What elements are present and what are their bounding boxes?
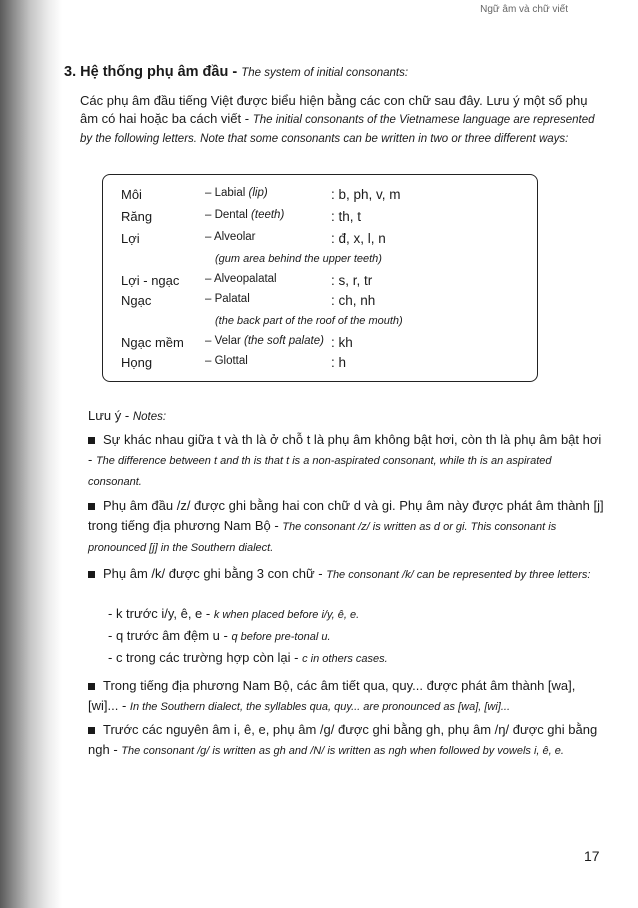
intro-vn: Các phụ âm đầu tiếng Việt được biểu hiện bằng các con chữ sau đây. Lưu ý một số phụ âm có hai hoặc ba cách viết (80, 93, 588, 126)
note-item: Trước các nguyên âm i, ê, e, phụ âm /g/ được ghi bằng gh, phụ âm /ŋ/ được ghi bằng ngh - The consonant /g/ is written as gh and /N/ is written as ngh when followed by vowels i, ê, e. (88, 722, 598, 757)
bullet-square-icon (88, 683, 95, 690)
section-title: 3. Hệ thống phụ âm đầu - The system of initial consonants: (64, 64, 409, 80)
k-rule-item: - c trong các trường hợp còn lại - c in others cases. (108, 650, 388, 665)
section-number: 3. (64, 64, 77, 80)
book-binding-shadow (0, 0, 62, 908)
running-header: Ngữ âm và chữ viết (480, 4, 568, 15)
intro-paragraph: Các phụ âm đầu tiếng Việt được biểu hiện bằng các con chữ sau đây. Lưu ý một số phụ âm có hai hoặc ba cách viết - The initial consonants of the Vietnamese language are represented by the following letters. Note that some consonants can be written in two or three different ways: (80, 93, 595, 145)
intro-en: The initial consonants of the Vietnamese language are represented by the following letters. Note that some consonants can be written in two or three different ways: (80, 114, 595, 145)
note-item: Trong tiếng địa phương Nam Bộ, các âm tiết qua, quy... được phát âm thành [wa], [wi]... - In the Southern dialect, the syllables qua, quy... are pronounced as [wa], [wi]... (88, 678, 576, 713)
section-title-vn: Hệ thống phụ âm đầu (80, 64, 229, 80)
consonant-table: Môi – Labial (lip) : b, ph, v, m Răng – Dental (teeth) : th, t Lợi – Alveolar : đ, x, l, n (gum area behind the upper teeth) Lợi - ngạc – Alveopalatal : s, r, tr Ngạc – Palatal : ch, nh (the back part of the roof of the mouth) Ngạc mềm – Velar (the soft palate) : kh Họng – Glottal : h (102, 174, 538, 382)
bullet-square-icon (88, 437, 95, 444)
note-item: Phụ âm đầu /z/ được ghi bằng hai con chữ d và gi. Phụ âm này được phát âm thành [j] trong tiếng địa phương Nam Bộ - The consonant /z/ is written as d or gi. This consonant is pronounced [j] in the Southern dialect. (88, 498, 604, 554)
bullet-square-icon (88, 571, 95, 578)
alveolar-note: (gum area behind the upper teeth) (215, 253, 382, 265)
bullet-square-icon (88, 727, 95, 734)
k-rule-item: - q trước âm đệm u - q before pre-tonal u. (108, 628, 331, 643)
k-rule-item: - k trước i/y, ê, e - k when placed before i/y, ê, e. (108, 606, 360, 621)
palatal-note: (the back part of the roof of the mouth) (215, 315, 403, 327)
bullet-square-icon (88, 503, 95, 510)
notes-label: Lưu ý - Notes: (88, 408, 167, 423)
note-item: Phụ âm /k/ được ghi bằng 3 con chữ - The consonant /k/ can be represented by three letters: (88, 564, 608, 585)
page-number: 17 (584, 848, 600, 864)
section-title-en: The system of initial consonants: (241, 67, 409, 79)
note-item: Sự khác nhau giữa t và th là ở chỗ t là phụ âm không bật hơi, còn th là phụ âm bật hơi - The difference between t and th is that t is a non-aspirated consonant, while th is an aspirated consonant. (88, 432, 602, 488)
